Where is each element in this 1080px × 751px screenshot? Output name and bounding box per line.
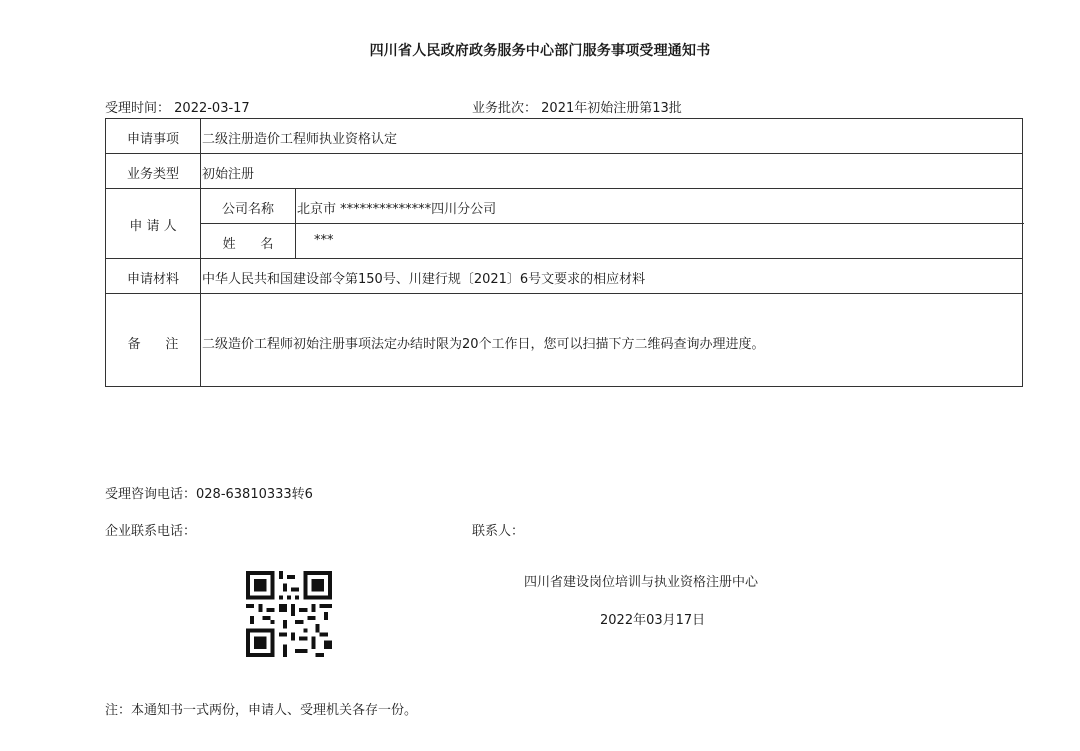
business-batch bbox=[472, 97, 682, 116]
issuer-org: 四川省建设岗位培训与执业资格注册中心 bbox=[524, 575, 759, 590]
type-label: 业务类型 bbox=[126, 167, 179, 182]
col-divider bbox=[295, 188, 296, 258]
footnote: 注：本通知书一式两份，申请人、受理机关各存一份。 bbox=[105, 703, 418, 718]
materials-value: 中华人民共和国建设部令第150号、川建行规〔2021〕6号文要求的相应材料 bbox=[202, 272, 646, 287]
company-label: 公司名称 bbox=[221, 202, 274, 217]
row-divider bbox=[106, 293, 1022, 294]
name-label: 姓 名 bbox=[222, 237, 274, 252]
accept-time bbox=[105, 97, 250, 116]
batch-value: 2021年初始注册第13批 bbox=[541, 101, 682, 116]
accept-time-label: 受理时间： bbox=[105, 101, 171, 116]
batch-label: 业务批次： bbox=[472, 101, 538, 116]
qr-code-icon[interactable] bbox=[246, 571, 332, 657]
consult-phone: 受理咨询电话：028-63810333转6 bbox=[105, 487, 313, 502]
page-title: 四川省人民政府政务服务中心部门服务事项受理通知书 bbox=[369, 43, 711, 59]
enterprise-phone-label: 企业联系电话： bbox=[105, 524, 197, 539]
item-value: 二级注册造价工程师执业资格认定 bbox=[202, 132, 398, 147]
company-value: 北京市 **************四川分公司 bbox=[297, 202, 497, 217]
remarks-label: 备 注 bbox=[127, 337, 179, 352]
remarks-value: 二级造价工程师初始注册事项法定办结时限为20个工作日，您可以扫描下方二维码查询办理进度。 bbox=[202, 337, 765, 352]
materials-label: 申请材料 bbox=[126, 272, 179, 287]
row-divider bbox=[106, 153, 1022, 154]
row-divider bbox=[106, 188, 1022, 189]
contact-person-label: 联系人： bbox=[472, 524, 525, 539]
type-value: 初始注册 bbox=[202, 167, 255, 182]
issue-date: 2022年03月17日 bbox=[600, 613, 706, 628]
accept-time-value: 2022-03-17 bbox=[174, 101, 250, 116]
row-divider bbox=[106, 258, 1022, 259]
item-label: 申请事项 bbox=[126, 132, 179, 147]
application-table bbox=[105, 118, 1023, 387]
col-divider bbox=[200, 119, 201, 386]
applicant-label: 申 请 人 bbox=[129, 219, 177, 234]
name-value: *** bbox=[314, 233, 334, 248]
row-divider bbox=[201, 223, 1024, 224]
